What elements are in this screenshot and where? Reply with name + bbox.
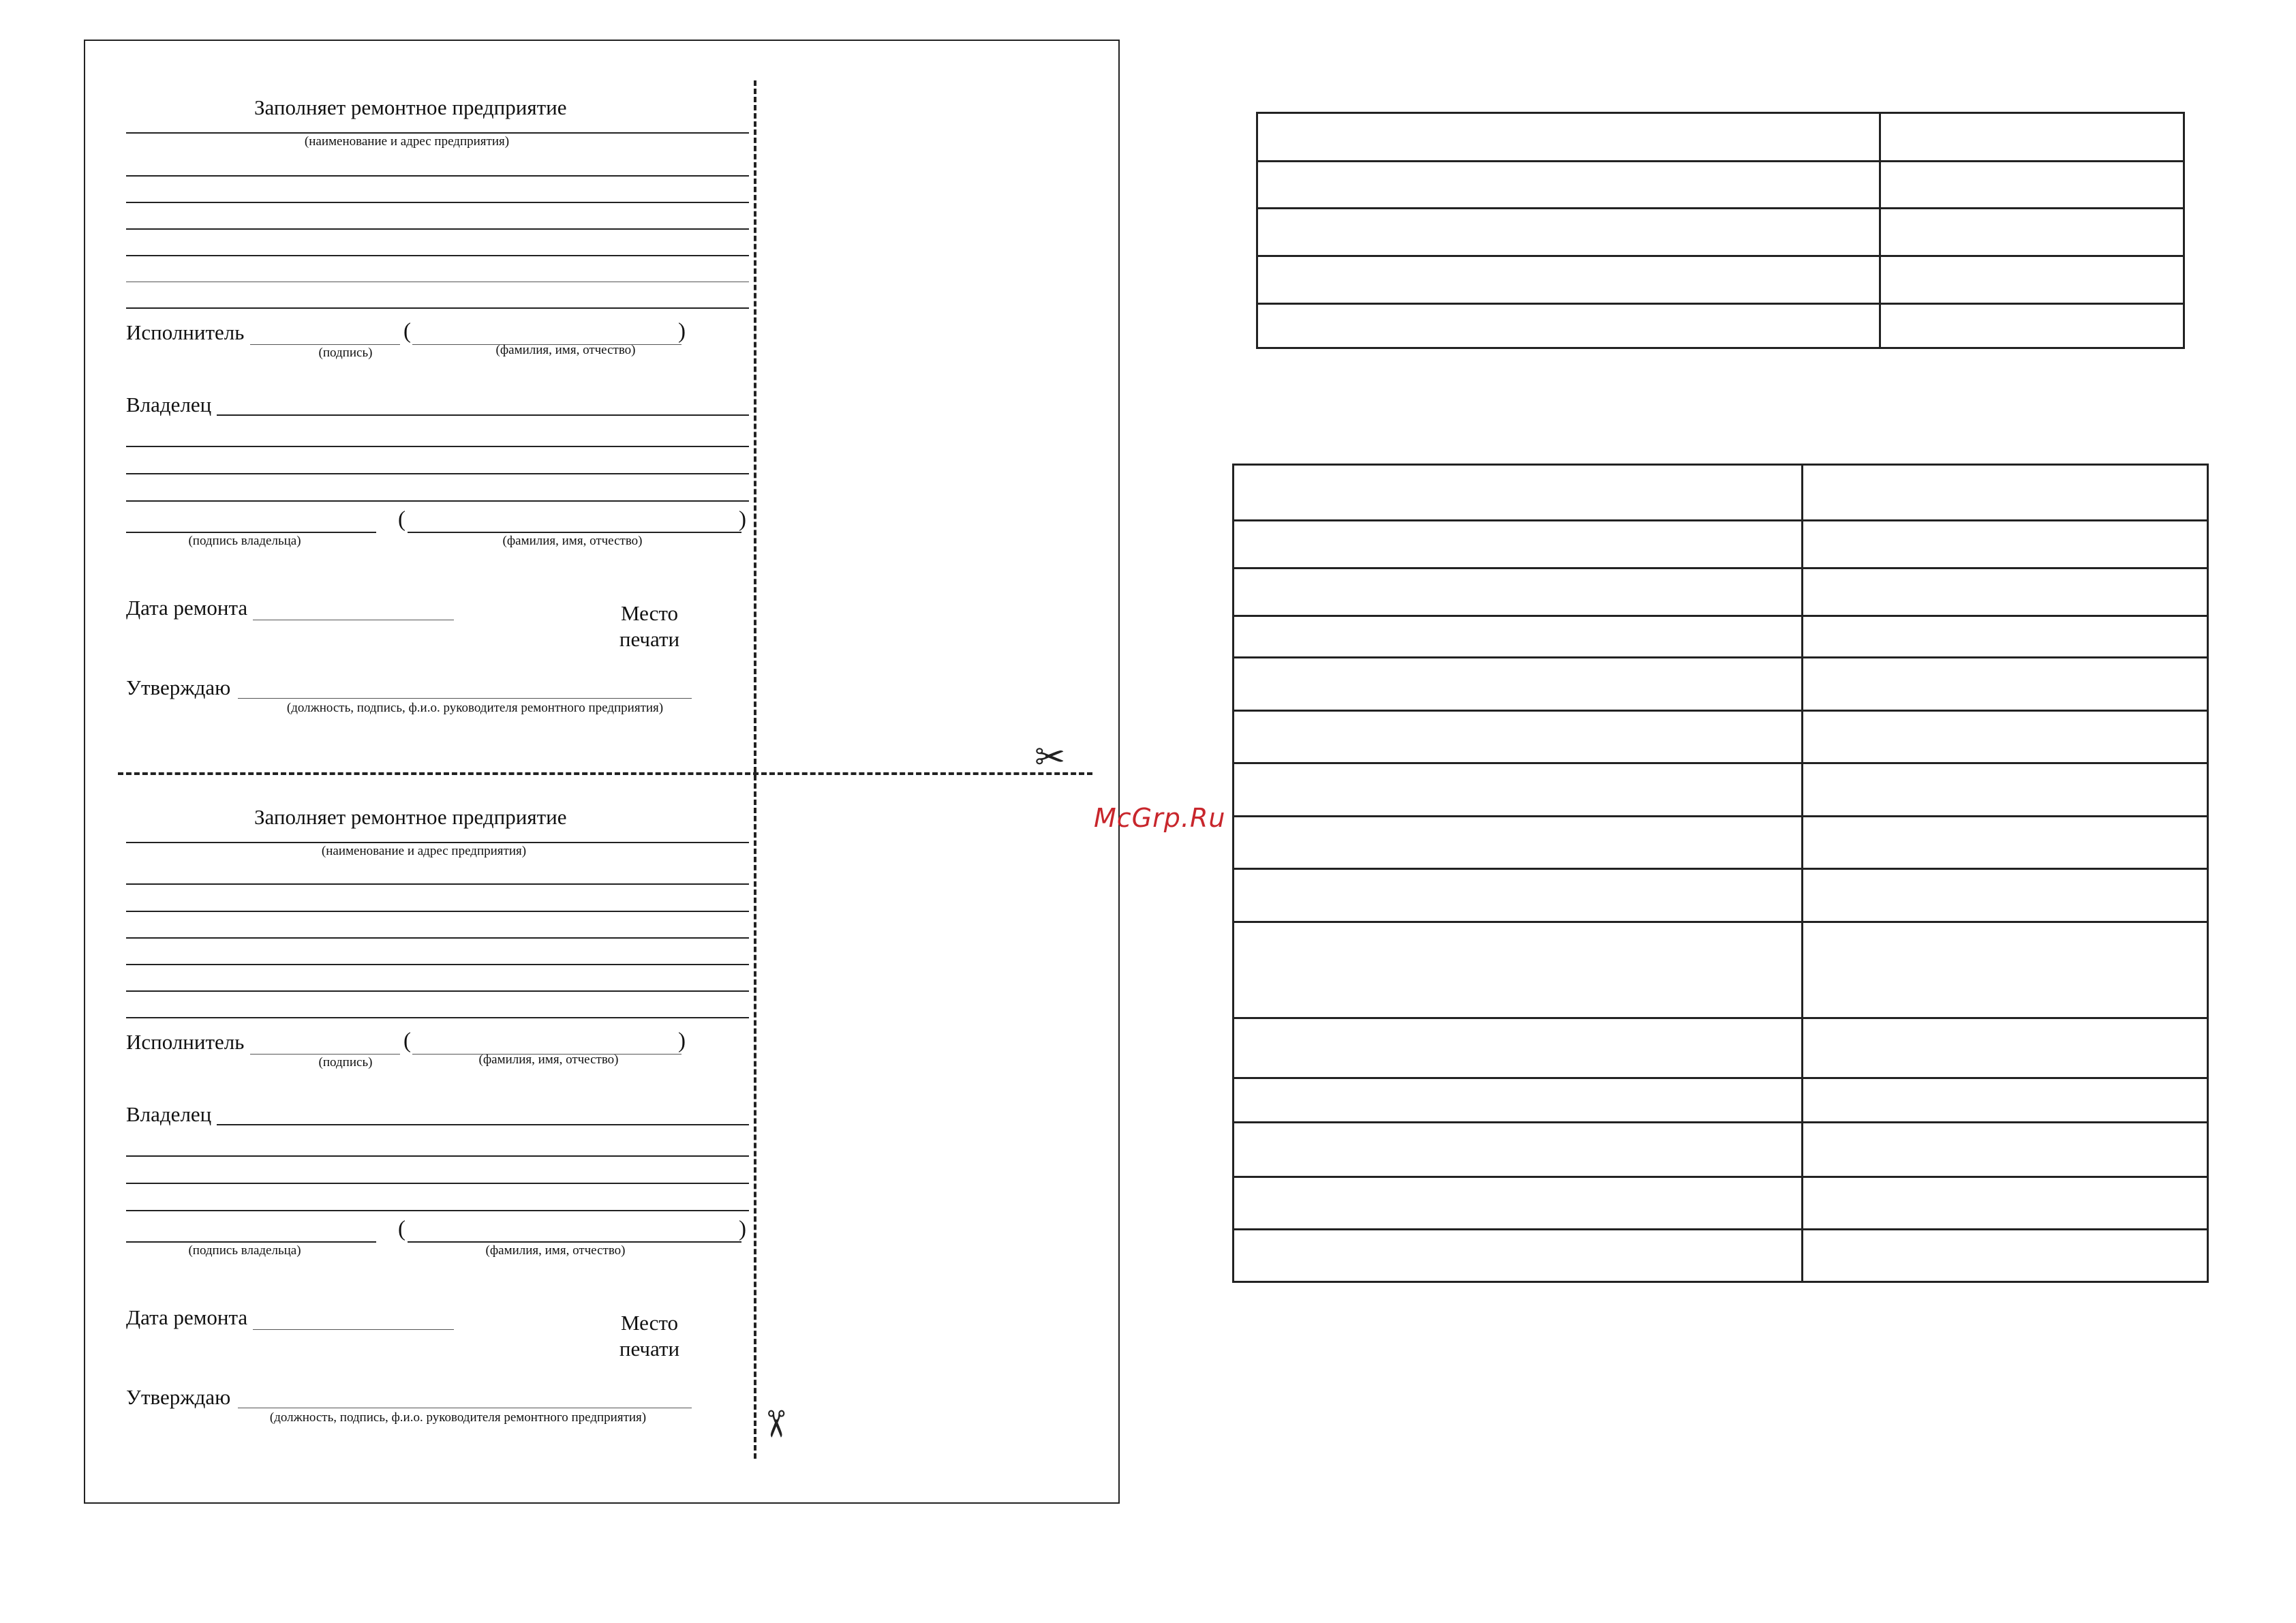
paren-close: ) bbox=[739, 507, 746, 532]
table-cell bbox=[1234, 1078, 1803, 1122]
executor-name-hint: (фамилия, имя, отчество) bbox=[478, 1052, 619, 1067]
entry-line bbox=[126, 202, 749, 203]
table-cell bbox=[1803, 817, 2208, 869]
table-cell bbox=[1803, 616, 2208, 658]
table-cell bbox=[1234, 1018, 1803, 1078]
owner-name-hint: (фамилия, имя, отчество) bbox=[502, 534, 643, 548]
entry-line bbox=[126, 937, 749, 939]
table-cell bbox=[1880, 304, 2184, 348]
coupon-header: Заполняет ремонтное предприятие bbox=[254, 805, 567, 829]
entry-line bbox=[126, 446, 749, 447]
table-cell bbox=[1257, 256, 1880, 304]
repair-date-label: Дата ремонта bbox=[126, 596, 248, 620]
table-cell bbox=[1880, 209, 2184, 256]
owner-signature-hint: (подпись владельца) bbox=[188, 534, 301, 548]
owner-label: Владелец bbox=[126, 393, 212, 416]
table-cell bbox=[1257, 209, 1880, 256]
table-cell bbox=[1803, 521, 2208, 568]
approve-label: Утверждаю bbox=[126, 1385, 231, 1409]
table-cell bbox=[1234, 568, 1803, 616]
owner-label: Владелец bbox=[126, 1102, 212, 1126]
stamp-line: печати bbox=[619, 627, 680, 651]
empty-table-bottom bbox=[1232, 464, 2209, 1283]
coupon-header: Заполняет ремонтное предприятие bbox=[254, 95, 567, 119]
entry-line bbox=[126, 1017, 749, 1018]
horizontal-cut-line bbox=[118, 772, 1092, 775]
table-cell bbox=[1880, 162, 2184, 209]
entry-line bbox=[126, 307, 749, 309]
table-cell bbox=[1803, 711, 2208, 763]
table-cell bbox=[1803, 1018, 2208, 1078]
owner-line bbox=[217, 414, 749, 416]
entry-line bbox=[126, 1155, 749, 1157]
owner-name-hint: (фамилия, имя, отчество) bbox=[485, 1243, 626, 1258]
executor-signature-hint: (подпись) bbox=[318, 346, 373, 360]
entry-line bbox=[126, 1183, 749, 1184]
scissors-icon: ✂ bbox=[754, 1408, 796, 1440]
address-line bbox=[126, 842, 749, 843]
executor-signature-line bbox=[250, 344, 400, 345]
table-cell bbox=[1234, 763, 1803, 817]
entry-line bbox=[126, 473, 749, 474]
vertical-cut-line bbox=[754, 80, 756, 1459]
address-hint: (наименование и адрес предприятия) bbox=[321, 844, 527, 858]
entry-line bbox=[126, 1210, 749, 1211]
table-cell bbox=[1803, 1177, 2208, 1229]
table-cell bbox=[1234, 922, 1803, 1018]
table-cell bbox=[1234, 1229, 1803, 1281]
table-cell bbox=[1803, 922, 2208, 1018]
entry-line bbox=[126, 911, 749, 912]
table-cell bbox=[1234, 616, 1803, 658]
stamp-line: Место bbox=[620, 601, 679, 625]
paren-close: ) bbox=[678, 319, 686, 344]
table-cell bbox=[1257, 304, 1880, 348]
table-cell bbox=[1803, 465, 2208, 521]
paren-open: ( bbox=[398, 1217, 405, 1241]
table-cell bbox=[1803, 869, 2208, 922]
paren-open: ( bbox=[403, 319, 411, 344]
entry-line bbox=[126, 990, 749, 992]
table-cell bbox=[1234, 711, 1803, 763]
table-cell bbox=[1803, 658, 2208, 711]
repair-date-line bbox=[253, 1329, 454, 1330]
paren-open: ( bbox=[403, 1029, 411, 1053]
entry-line bbox=[126, 883, 749, 885]
scissors-icon: ✂ bbox=[1035, 737, 1066, 778]
entry-line bbox=[126, 255, 749, 256]
stamp-line: печати bbox=[619, 1337, 680, 1361]
table-cell bbox=[1234, 658, 1803, 711]
owner-signature-line bbox=[126, 1241, 376, 1243]
entry-line bbox=[126, 964, 749, 965]
watermark: McGrp.Ru bbox=[1094, 803, 1226, 833]
table-cell bbox=[1257, 162, 1880, 209]
stamp-area bbox=[581, 601, 718, 652]
approve-hint: (должность, подпись, ф.и.о. руководителя ремонтного предприятия) bbox=[269, 1410, 647, 1425]
owner-name-line bbox=[408, 532, 741, 533]
table-cell bbox=[1234, 869, 1803, 922]
executor-signature-hint: (подпись) bbox=[318, 1055, 373, 1070]
empty-table-top bbox=[1256, 112, 2185, 349]
executor-signature-line bbox=[250, 1054, 400, 1055]
table-cell bbox=[1803, 568, 2208, 616]
table-cell bbox=[1234, 817, 1803, 869]
repair-date-label: Дата ремонта bbox=[126, 1305, 248, 1329]
coupon-page-frame bbox=[84, 40, 1120, 1504]
table-cell bbox=[1803, 763, 2208, 817]
table-cell bbox=[1803, 1122, 2208, 1177]
stamp-line: Место bbox=[620, 1311, 679, 1335]
entry-line bbox=[126, 175, 749, 177]
table-cell bbox=[1234, 521, 1803, 568]
executor-label: Исполнитель bbox=[126, 320, 245, 344]
address-hint: (наименование и адрес предприятия) bbox=[304, 134, 510, 149]
stamp-area bbox=[581, 1310, 718, 1362]
table-cell bbox=[1257, 113, 1880, 162]
table-cell bbox=[1234, 465, 1803, 521]
owner-line bbox=[217, 1124, 749, 1125]
table-cell bbox=[1880, 113, 2184, 162]
owner-name-line bbox=[408, 1241, 741, 1243]
paren-open: ( bbox=[398, 507, 405, 532]
approve-line bbox=[238, 698, 692, 699]
paren-close: ) bbox=[739, 1217, 746, 1241]
table-cell bbox=[1234, 1177, 1803, 1229]
approve-label: Утверждаю bbox=[126, 676, 231, 699]
table-cell bbox=[1880, 256, 2184, 304]
paren-close: ) bbox=[678, 1029, 686, 1053]
table-cell bbox=[1234, 1122, 1803, 1177]
table-cell bbox=[1803, 1229, 2208, 1281]
executor-label: Исполнитель bbox=[126, 1030, 245, 1054]
approve-hint: (должность, подпись, ф.и.о. руководителя ремонтного предприятия) bbox=[286, 701, 664, 715]
entry-line bbox=[126, 500, 749, 502]
owner-signature-line bbox=[126, 532, 376, 533]
address-line bbox=[126, 132, 749, 134]
table-cell bbox=[1803, 1078, 2208, 1122]
executor-name-hint: (фамилия, имя, отчество) bbox=[495, 343, 636, 357]
owner-signature-hint: (подпись владельца) bbox=[188, 1243, 301, 1258]
entry-line bbox=[126, 228, 749, 230]
